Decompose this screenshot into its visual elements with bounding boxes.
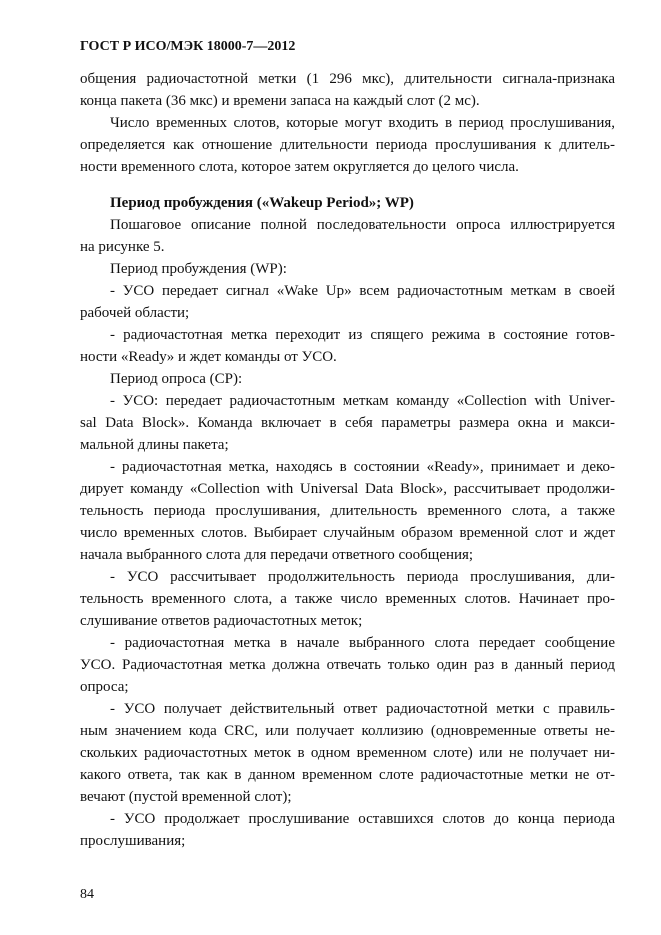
text-line: - радиочастотная метка в начале выбранного слота передает сообщение [110, 635, 615, 651]
text-line: определяется как отношение длительности периода прослушивания к длитель- [80, 137, 615, 153]
text-line: - радиочастотная метка переходит из спящего режима в состояние готов- [110, 327, 615, 343]
text-line: sal Data Block». Команда включает в себя параметры размера окна и макси- [80, 415, 615, 431]
text-line: Число временных слотов, которые могут входить в период прослушивания, [110, 115, 615, 131]
section-heading [80, 192, 615, 214]
text-line: - УСО продолжает прослушивание оставшихся слотов до конца периода [110, 811, 615, 827]
paragraph [80, 68, 615, 112]
text-line: прослушивания; [80, 833, 186, 849]
text-line: на рисунке 5. [80, 239, 165, 255]
text-line: ности «Ready» и ждет команды от УСО. [80, 349, 337, 365]
text-line: ным значением кода CRC, или получает коллизию (одновременные ответы не- [80, 723, 615, 739]
paragraph [80, 456, 615, 566]
text-line: вечают (пустой временной слот); [80, 789, 292, 805]
text-line: какого ответа, так как в данном временном слоте радиочастотные метки не от- [80, 767, 615, 783]
text-line: - УСО: передает радиочастотным меткам команду «Collection with Univer- [110, 393, 615, 409]
text-line: начала выбранного слота для передачи ответного сообщения; [80, 547, 474, 563]
text-line: скольких радиочастотных меток в одном временном слоте) или не получает ни- [80, 745, 615, 761]
text-line: Пошаговое описание полной последовательности опроса иллюстрируется [110, 217, 615, 233]
paragraph [80, 390, 615, 456]
paragraph [80, 566, 615, 632]
text-line: общения радиочастотной метки (1 296 мкс), длительности сигнала-признака [80, 71, 615, 87]
paragraph [80, 698, 615, 808]
document-header: ГОСТ Р ИСО/МЭК 18000-7—2012 [80, 39, 296, 54]
paragraph [80, 280, 615, 324]
page-number: 84 [80, 887, 94, 902]
text-line: - радиочастотная метка, находясь в состоянии «Ready», принимает и деко- [110, 459, 615, 475]
paragraph [80, 214, 615, 258]
paragraph [80, 324, 615, 368]
text-line: УСО. Радиочастотная метка должна отвечать только один раз в данный период [80, 657, 615, 673]
paragraph [80, 258, 615, 280]
text-line: конца пакета (36 мкс) и времени запаса на каждый слот (2 мс). [80, 93, 480, 109]
paragraph [80, 368, 615, 390]
text-line: тельность периода прослушивания, длительность временного слота, а также [80, 503, 615, 519]
paragraph [80, 112, 615, 178]
text-line: рабочей области; [80, 305, 190, 321]
text-line: Период пробуждения (WP): [110, 261, 287, 277]
text-line: - УСО рассчитывает продолжительность периода прослушивания, дли- [110, 569, 615, 585]
text-line: Период пробуждения («Wakeup Period»; WP) [110, 195, 414, 211]
text-line: дирует команду «Collection with Universal Data Block», рассчитывает продолжи- [80, 481, 615, 497]
text-line: слушивание ответов радиочастотных меток; [80, 613, 363, 629]
text-line: опроса; [80, 679, 129, 695]
text-line: ности временного слота, которое затем округляется до целого числа. [80, 159, 519, 175]
text-line: тельность временного слота, а также число временных слотов. Начинает про- [80, 591, 615, 607]
paragraph [80, 808, 615, 852]
text-line: мальной длины пакета; [80, 437, 229, 453]
document-body [80, 68, 615, 852]
paragraph [80, 632, 615, 698]
text-line: Период опроса (CP): [110, 371, 243, 387]
text-line: - УСО передает сигнал «Wake Up» всем радиочастотным меткам в своей [110, 283, 615, 299]
text-line: число временных слотов. Выбирает случайным образом временной слот и ждет [80, 525, 615, 541]
text-line: - УСО получает действительный ответ радиочастотной метки с правиль- [110, 701, 615, 717]
